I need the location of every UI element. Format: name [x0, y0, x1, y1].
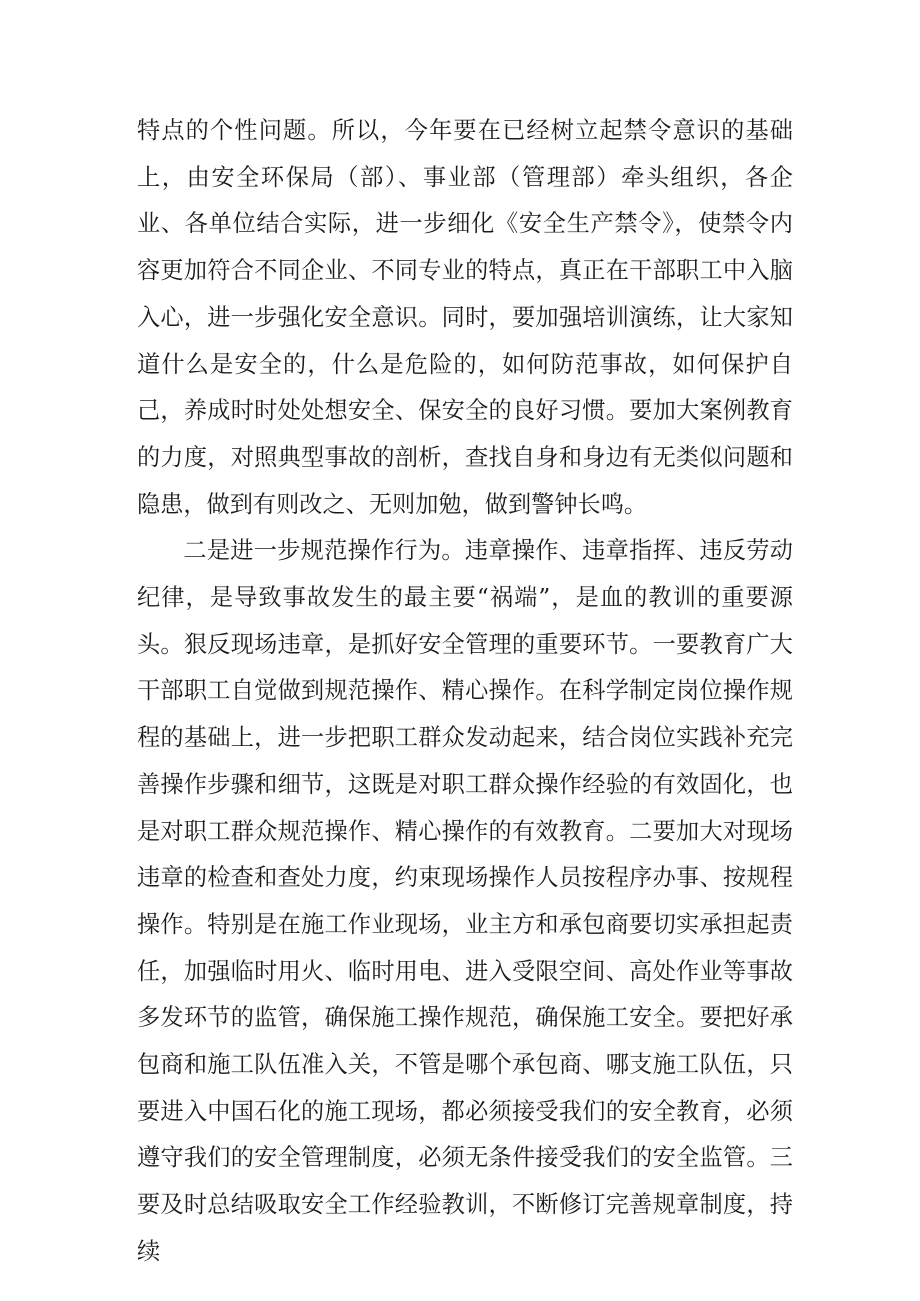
- paragraph-operation-standards: 二是进一步规范操作行为。违章操作、违章指挥、违反劳动纪律，是导致事故发生的最主要“祸端”，是血的教训的重要源头。狠反现场违章，是抓好安全管理的重要环节。一要教育广大干部职工自觉做到规范操作、精心操作。在科学制定岗位操作规程的基础上，进一步把职工群众发动起来，结合岗位实践补充完善操作步骤和细节，这既是对职工群众操作经验的有效固化，也是对职工群众规范操作、精心操作的有效教育。二要加大对现场违章的检查和查处力度，约束现场操作人员按程序办事、按规程操作。特别是在施工作业现场，业主方和承包商要切实承担起责任，加强临时用火、临时用电、进入受限空间、高处作业等事故多发环节的监管，确保施工操作规范，确保施工安全。要把好承包商和施工队伍准入关，不管是哪个承包商、哪支施工队伍，只要进入中国石化的施工现场，都必须接受我们的安全教育，必须遵守我们的安全管理制度，必须无条件接受我们的安全监管。三要及时总结吸取安全工作经验教训，不断修订完善规章制度，持续: [137, 537, 793, 1265]
- paragraph-continuation: 特点的个性问题。所以，今年要在已经树立起禁令意识的基础上，由安全环保局（部）、事业部（管理部）牵头组织，各企业、各单位结合实际，进一步细化《安全生产禁令》，使禁令内容更加符合不同企业、不同专业的特点，真正在干部职工中入脑入心，进一步强化安全意识。同时，要加强培训演练，让大家知道什么是安全的，什么是危险的，如何防范事故，如何保护自己，养成时时处处想安全、保安全的良好习惯。要加大案例教育的力度，对照典型事故的剖析，查找自身和身边有无类似问题和隐患，做到有则改之、无则加勉，做到警钟长鸣。: [137, 117, 793, 518]
- document-body: [137, 108, 793, 1276]
